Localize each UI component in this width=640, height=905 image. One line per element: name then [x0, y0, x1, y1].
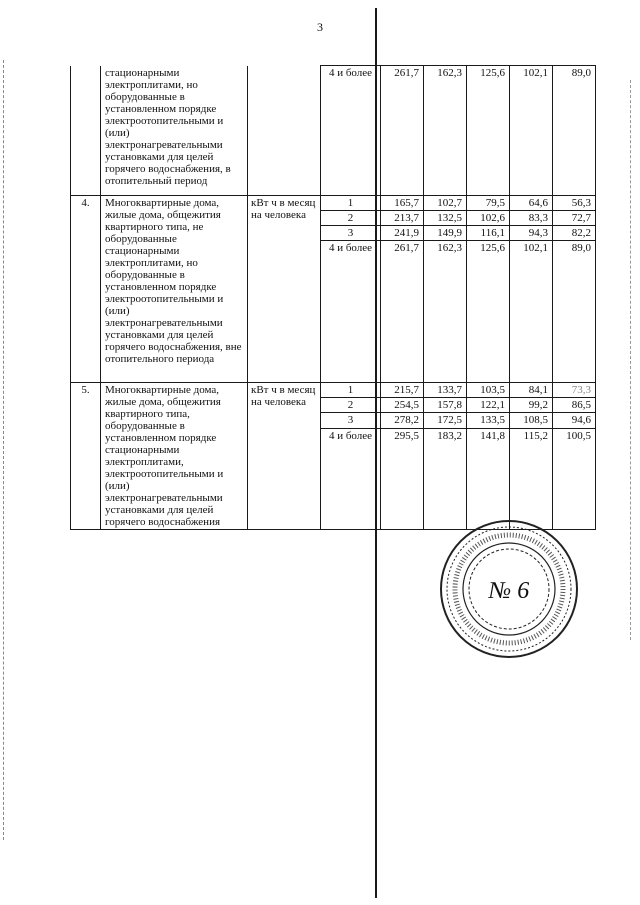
value-cell: 56,3: [553, 196, 596, 211]
value-cell: 261,7: [381, 66, 424, 196]
people-cell: 4 и более: [321, 428, 381, 529]
value-cell: 94,6: [553, 413, 596, 428]
people-cell: 3: [321, 413, 381, 428]
people-cell: 1: [321, 196, 381, 211]
value-cell: 295,5: [381, 428, 424, 529]
value-cell: 99,2: [510, 398, 553, 413]
value-cell: 102,1: [510, 241, 553, 383]
scan-fold-line: [375, 8, 377, 898]
people-cell: 1: [321, 383, 381, 398]
people-cell: 3: [321, 226, 381, 241]
table-row: [71, 196, 596, 211]
value-cell: 82,2: [553, 226, 596, 241]
value-cell: 103,5: [467, 383, 510, 398]
value-cell: 89,0: [553, 241, 596, 383]
people-cell: 4 и более: [321, 66, 381, 196]
tariff-table: [70, 65, 596, 530]
seal-number: № 6: [488, 578, 530, 604]
row-description: Многоквартирные дома, жилые дома, общежития квартирного типа, не оборудованные стационарными электроплитами, но оборудованные в установленном порядке электроотопительными и (или) электронагревательными установками для целей горячего водоснабжения, вне отопительного периода: [101, 196, 248, 383]
value-cell: 102,7: [424, 196, 467, 211]
value-cell: 108,5: [510, 413, 553, 428]
value-cell: 241,9: [381, 226, 424, 241]
value-cell: 133,5: [467, 413, 510, 428]
value-cell: 72,7: [553, 211, 596, 226]
value-cell: 73,3: [553, 383, 596, 398]
value-cell: 100,5: [553, 428, 596, 529]
value-cell: 165,7: [381, 196, 424, 211]
table-row: [71, 383, 596, 398]
value-cell: 213,7: [381, 211, 424, 226]
value-cell: 125,6: [467, 66, 510, 196]
value-cell: 261,7: [381, 241, 424, 383]
value-cell: 102,6: [467, 211, 510, 226]
index-cell: [71, 66, 101, 196]
official-seal: [438, 518, 580, 660]
value-cell: 157,8: [424, 398, 467, 413]
unit-cell: [248, 66, 321, 196]
row-index: 5.: [71, 383, 101, 530]
value-cell: 102,1: [510, 66, 553, 196]
value-cell: 79,5: [467, 196, 510, 211]
value-cell: 133,7: [424, 383, 467, 398]
row-unit: кВт ч в месяц на человека: [248, 196, 321, 383]
value-cell: 172,5: [424, 413, 467, 428]
value-cell: 64,6: [510, 196, 553, 211]
table-row: [71, 66, 596, 196]
value-cell: 89,0: [553, 66, 596, 196]
people-cell: 2: [321, 211, 381, 226]
value-cell: 278,2: [381, 413, 424, 428]
value-cell: 84,1: [510, 383, 553, 398]
value-cell: 83,3: [510, 211, 553, 226]
value-cell: 162,3: [424, 66, 467, 196]
value-cell: 141,8: [467, 428, 510, 529]
value-cell: 183,2: [424, 428, 467, 529]
scan-edge-left: [3, 60, 5, 840]
value-cell: 115,2: [510, 428, 553, 529]
value-cell: 94,3: [510, 226, 553, 241]
row-unit: кВт ч в месяц на человека: [248, 383, 321, 530]
row-index: 4.: [71, 196, 101, 383]
value-cell: 254,5: [381, 398, 424, 413]
value-cell: 215,7: [381, 383, 424, 398]
description-cell: стационарными электроплитами, но оборудованные в установленном порядке электроотопительными и (или) электронагревательными установками для целей горячего водоснабжения, в отопительный период: [101, 66, 248, 196]
scan-edge-right: [630, 80, 632, 640]
value-cell: 116,1: [467, 226, 510, 241]
value-cell: 149,9: [424, 226, 467, 241]
value-cell: 86,5: [553, 398, 596, 413]
value-cell: 162,3: [424, 241, 467, 383]
row-description: Многоквартирные дома, жилые дома, общежития квартирного типа, оборудованные в установленном порядке стационарными электроплитами, электроотопительными и (или) электронагревательными установками для целей горячего водоснабжения: [101, 383, 248, 530]
value-cell: 125,6: [467, 241, 510, 383]
people-cell: 4 и более: [321, 241, 381, 383]
page-number: 3: [317, 20, 323, 34]
value-cell: 122,1: [467, 398, 510, 413]
people-cell: 2: [321, 398, 381, 413]
value-cell: 132,5: [424, 211, 467, 226]
